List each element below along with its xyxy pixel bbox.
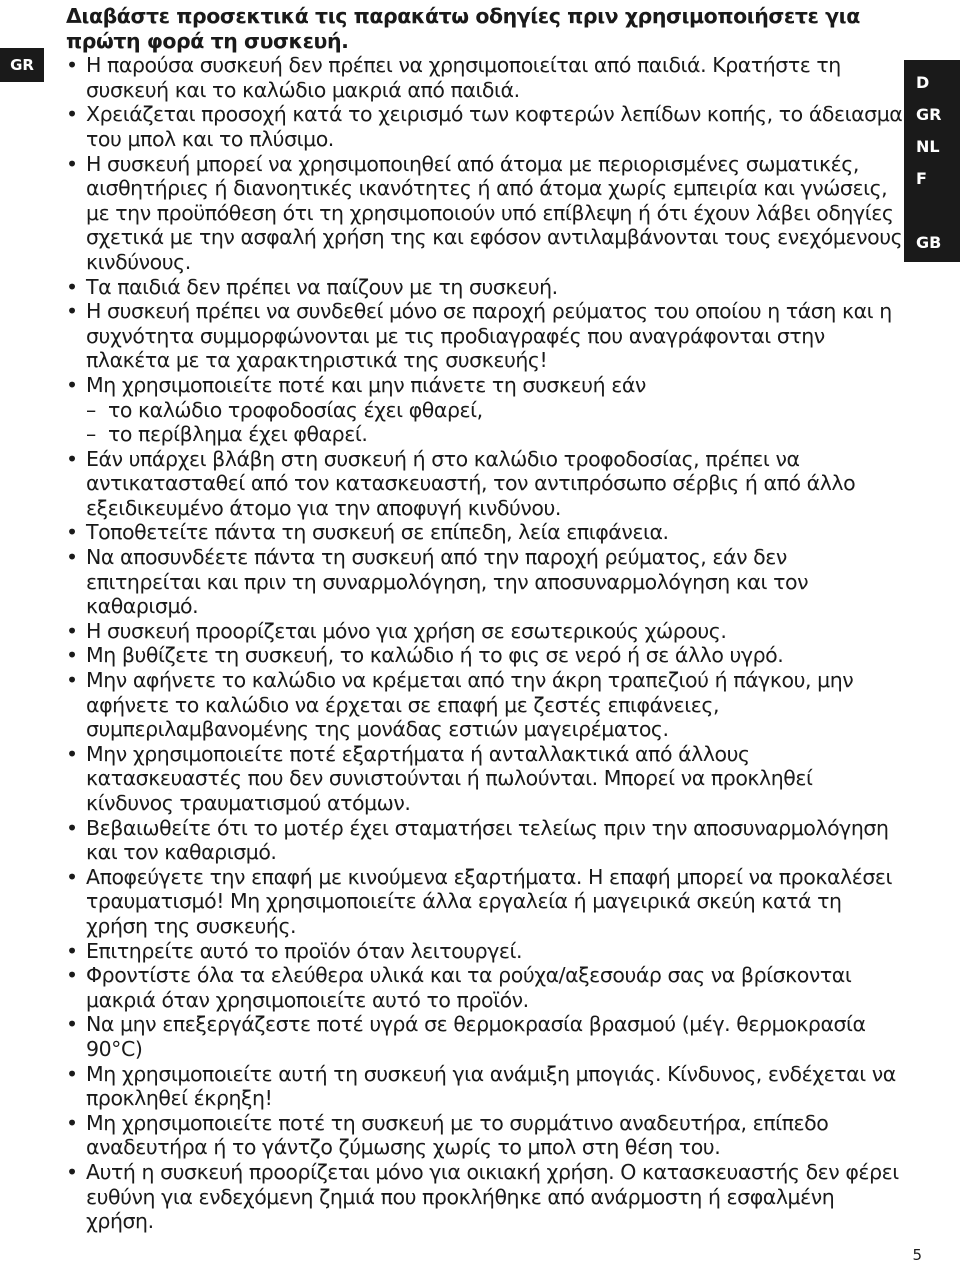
language-tab-gr: GR	[0, 48, 44, 82]
list-item: • Μη βυθίζετε τη συσκευή, το καλώδιο ή το φις σε νερό ή σε άλλο υγρό.	[66, 643, 904, 668]
list-item: • Εάν υπάρχει βλάβη στη συσκευή ή στο καλώδιο τροφοδοσίας, πρέπει να αντικατασταθεί από τον κατασκευαστή, τον αντιπρόσωπο σέρβις ή από άλλο εξειδικευμένο άτομο για την αποφυγή κινδύνου.	[66, 447, 904, 521]
language-tab-gr: GR	[916, 104, 942, 124]
page-number: 5	[912, 1246, 922, 1264]
tab-spacer	[904, 194, 960, 226]
list-item: • Η συσκευή πρέπει να συνδεθεί μόνο σε παροχή ρεύματος του οποίου η τάση και η συχνότητα συμμορφώνονται με τις προδιαγραφές που αναγράφονται στην πλακέτα με τα χαρακτηριστικά της συσκευής!	[66, 299, 904, 373]
sub-list-item: – το περίβλημα έχει φθαρεί.	[86, 422, 904, 447]
language-tab-d: D	[916, 72, 930, 92]
list-item: • Μην αφήνετε το καλώδιο να κρέμεται από την άκρη τραπεζιού ή πάγκου, μην αφήνετε το καλώδιο να έρχεται σε επαφή με ζεστές επιφάνειες, συμπεριλαμβανομένης της μονάδας εστιών μαγειρέματος.	[66, 668, 904, 742]
list-item: • Τοποθετείτε πάντα τη συσκευή σε επίπεδη, λεία επιφάνεια.	[66, 520, 904, 545]
list-item: • Αποφεύγετε την επαφή με κινούμενα εξαρτήματα. Η επαφή μπορεί να προκαλέσει τραυματισμό! Μη χρησιμοποιείτε άλλα εργαλεία ή μαγειρικά σκεύη κατά τη χρήση της συσκευής.	[66, 865, 904, 939]
list-item: • Αυτή η συσκευή προορίζεται μόνο για οικιακή χρήση. Ο κατασκευαστής δεν φέρει ευθύνη για ενδεχόμενη ζημιά που προκλήθηκε από ανάρμοστη ή εσφαλμένη χρήση.	[66, 1160, 904, 1234]
list-item: • Να μην επεξεργάζεστε ποτέ υγρά σε θερμοκρασία βρασμού (μέγ. θερμοκρασία 90°C)	[66, 1012, 904, 1061]
list-item: • Τα παιδιά δεν πρέπει να παίζουν με τη συσκευή.	[66, 275, 904, 300]
list-item: • Χρειάζεται προσοχή κατά το χειρισμό των κοφτερών λεπίδων κοπής, το άδειασμα του μπολ και το πλύσιμο.	[66, 102, 904, 151]
list-item: • Μη χρησιμοποιείτε ποτέ τη συσκευή με το συρμάτινο αναδευτήρα, επίπεδο αναδευτήρα ή το γάντζο ζύμωσης χωρίς το μπολ στη θέση του.	[66, 1111, 904, 1160]
language-tab-nl: NL	[916, 136, 940, 156]
page-title: Διαβάστε προσεκτικά τις παρακάτω οδηγίες πριν χρησιμοποιήσετε για πρώτη φορά τη συσκευή.	[66, 4, 860, 53]
list-item: • Η συσκευή προορίζεται μόνο για χρήση σε εσωτερικούς χώρους.	[66, 619, 904, 644]
list-item: • Μην χρησιμοποιείτε ποτέ εξαρτήματα ή ανταλλακτικά από άλλους κατασκευαστές που δεν συνιστούνται ή πωλούνται. Μπορεί να προκληθεί κίνδυνος τραυματισμού ατόμων.	[66, 742, 904, 816]
list-item-with-subitems	[66, 373, 904, 447]
language-index	[904, 60, 960, 262]
list-item: • Να αποσυνδέετε πάντα τη συσκευή από την παροχή ρεύματος, εάν δεν επιτηρείται και πριν τη συναρμολόγηση, την αποσυναρμολόγηση και τον καθαρισμό.	[66, 545, 904, 619]
list-item: • Βεβαιωθείτε ότι το μοτέρ έχει σταματήσει τελείως πριν την αποσυναρμολόγηση και τον καθαρισμό.	[66, 816, 904, 865]
language-tab-gb: GB	[916, 232, 942, 252]
list-item: • Φροντίστε όλα τα ελεύθερα υλικά και τα ρούχα/αξεσουάρ σας να βρίσκονται μακριά όταν χρησιμοποιείτε αυτό το προϊόν.	[66, 963, 904, 1012]
language-tab-f: F	[916, 168, 927, 188]
list-item: • Η παρούσα συσκευή δεν πρέπει να χρησιμοποιείται από παιδιά. Κρατήστε τη συσκευή και το καλώδιο μακριά από παιδιά.	[66, 53, 904, 102]
list-item: • Επιτηρείτε αυτό το προϊόν όταν λειτουργεί.	[66, 939, 904, 964]
list-item: • Μη χρησιμοποιείτε αυτή τη συσκευή για ανάμιξη μπογιάς. Κίνδυνος, ενδέχεται να προκληθεί έκρηξη!	[66, 1062, 904, 1111]
sub-list	[86, 398, 904, 447]
instruction-list	[66, 53, 904, 1234]
list-item-text: Μη χρησιμοποιείτε ποτέ και μην πιάνετε τη συσκευή εάν	[86, 372, 646, 397]
safety-instructions	[66, 4, 904, 1234]
list-item: • Η συσκευή μπορεί να χρησιμοποιηθεί από άτομα με περιορισμένες σωματικές, αισθητήριες ή διανοητικές ικανότητες ή από άτομα χωρίς εμπειρία και γνώσεις, με την προϋπόθεση ότι τη χρησιμοποιούν υπό επίβλεψη ή ότι έχουν λάβει οδηγίες σχετικά με την ασφαλή χρήση της και εφόσον αντιλαμβάνονται τους ενεχόμενους κινδύνους.	[66, 152, 904, 275]
sub-list-item: – το καλώδιο τροφοδοσίας έχει φθαρεί,	[86, 398, 904, 423]
